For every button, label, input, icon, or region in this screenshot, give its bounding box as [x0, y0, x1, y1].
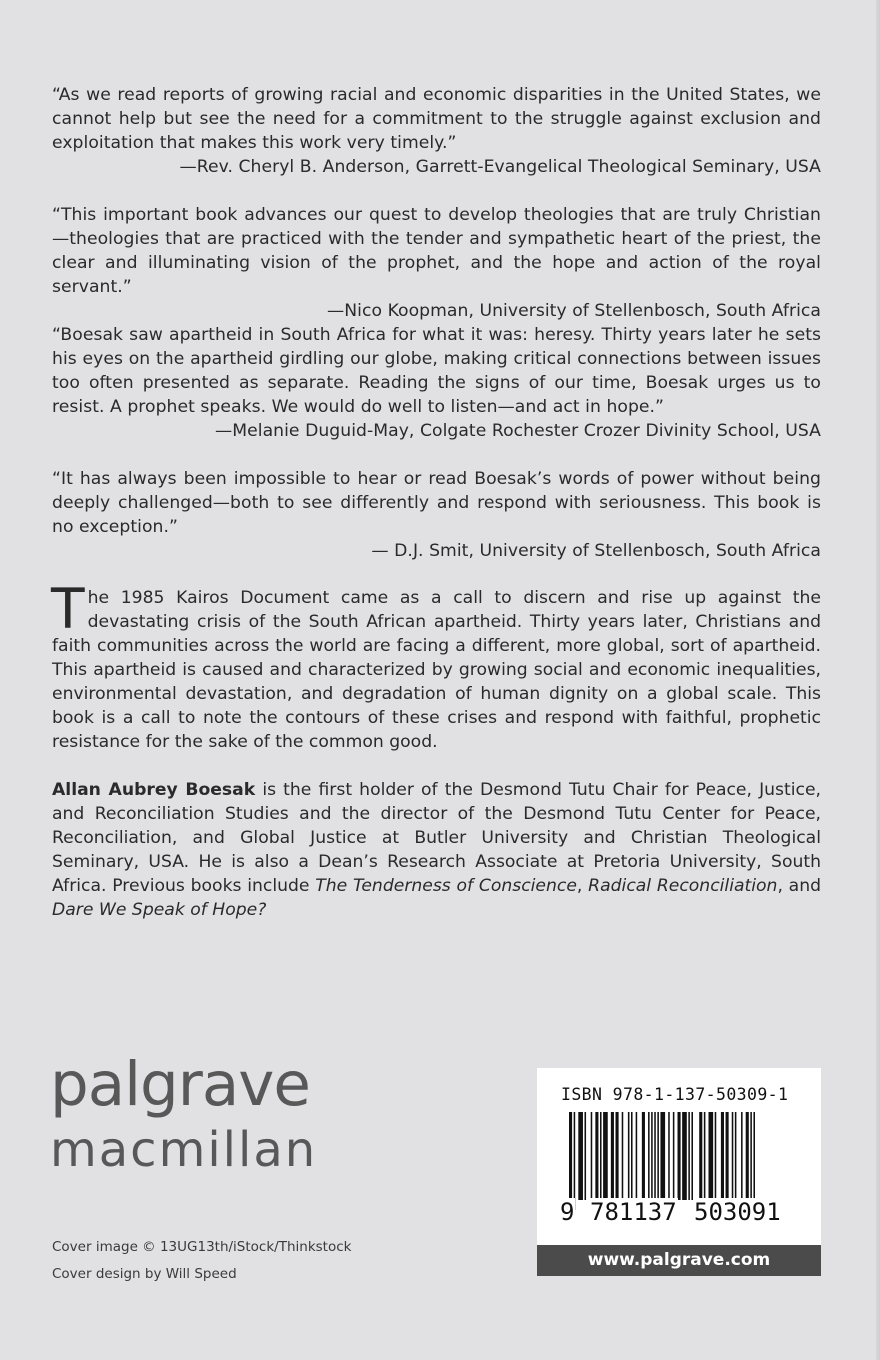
barcode-bar [591, 1112, 593, 1200]
quote-attribution: —Rev. Cheryl B. Anderson, Garrett-Evangelical Theological Seminary, USA [179, 157, 821, 177]
quote-attribution: —Melanie Duguid-May, Colgate Rochester Crozer Divinity School, USA [215, 421, 821, 441]
spine-edge [876, 0, 880, 1360]
quote-text: “This important book advances our quest to develop theologies that are truly Christian—theologies that are practiced with the tender and sympathetic heart of the priest, the clear and illuminating vision of the prophet, and the hope and action of the royal servant.” [52, 205, 821, 297]
quote-text: “Boesak saw apartheid in South Africa for what it was: heresy. Thirty years later he sets his eyes on the apartheid girdling our globe, making critical connections between issues too often presented as separate. Reading the signs of our time, Boesak urges us to resist. A prophet speaks. We would do well to listen—and act in hope.” [52, 325, 821, 417]
barcode-bar [600, 1112, 602, 1200]
barcode-bar [642, 1112, 645, 1200]
barcode-bar [569, 1112, 572, 1210]
barcode-bar [636, 1112, 638, 1200]
barcode-digit-group: 781137 [590, 1198, 677, 1226]
book-title: The Tenderness of Conscience [315, 876, 577, 896]
barcode-bar [611, 1112, 614, 1200]
barcode-bar [732, 1112, 734, 1210]
barcode-bar [753, 1112, 755, 1200]
bio-text: is the first holder of the Desmond Tutu Chair for Peace, Justice, and Reconciliation Studies and the director of the Desmond Tutu Center for Peace, Reconciliation, and Global Justice at Butler University and Christian Theological Seminary, USA. He is also a Dean’s Research Associate at Pretoria University, South Africa. Previous books include [52, 780, 822, 896]
barcode-bar [691, 1112, 693, 1200]
book-title: Dare We Speak of Hope? [52, 900, 267, 920]
barcode-bar [578, 1112, 583, 1200]
barcode-bar [660, 1112, 665, 1200]
barcode-bar [750, 1112, 752, 1200]
barcode-bar [668, 1112, 670, 1200]
isbn-barcode-box [537, 1068, 821, 1245]
barcode-digits [559, 1198, 799, 1228]
logo-palgrave: palgrave [50, 1049, 310, 1120]
endorsement-quote [52, 323, 821, 443]
barcode-bar [688, 1112, 690, 1200]
description-text: he 1985 Kairos Document came as a call to discern and rise up against the devastating crisis of the South African apartheid. Thirty years later, Christians and faith communities across the world are facing a different, more global, sort of apartheid. This apartheid is caused and characterized by growing social and economic inequalities, environmental devastation, and degradation of human dignity on a global scale. This book is a call to note the contours of these crises and respond with faithful, prophetic resistance for the sake of the common good. [52, 588, 821, 752]
separator: , [576, 876, 589, 896]
cover-credits [52, 1234, 351, 1288]
barcode-digit-group: 503091 [694, 1198, 781, 1226]
endorsement-quote [52, 467, 821, 563]
barcode-bar [673, 1112, 675, 1200]
barcode-bar [631, 1112, 633, 1200]
barcode-bar [746, 1112, 749, 1200]
barcode-bar [741, 1112, 743, 1200]
barcode-bar [678, 1112, 681, 1200]
separator: , and [777, 876, 821, 896]
barcode-bar [657, 1112, 659, 1200]
quote-text: “It has always been impossible to hear or read Boesak’s words of power without being deeply challenged—both to see differently and respond with seriousness. This book is no exception.” [52, 469, 821, 537]
cover-design-credit: Cover design by Will Speed [52, 1266, 237, 1282]
barcode-bar [595, 1112, 598, 1200]
barcode-bar [709, 1112, 714, 1200]
barcode-bar [735, 1112, 737, 1200]
barcode-bar [603, 1112, 608, 1200]
barcode-bar [726, 1112, 729, 1210]
book-title: Radical Reconciliation [588, 876, 778, 896]
barcode-bar [574, 1112, 576, 1210]
barcode-bar [715, 1112, 717, 1200]
quote-attribution: — D.J. Smit, University of Stellenbosch, South Africa [371, 541, 821, 561]
barcode-bar [699, 1112, 702, 1200]
endorsement-quote [52, 83, 821, 179]
barcode-bar [704, 1112, 706, 1200]
author-name: Allan Aubrey Boesak [52, 780, 256, 800]
barcode-bar [628, 1112, 630, 1200]
quote-text: “As we read reports of growing racial and economic disparities in the United States, we cannot help but see the need for a commitment to the struggle against exclusion and exploitation that makes this work very timely.” [52, 85, 821, 153]
barcode-bar [648, 1112, 650, 1210]
barcode-bar [721, 1112, 724, 1200]
publisher-logo [50, 1050, 317, 1177]
barcode-bar [622, 1112, 624, 1200]
logo-macmillan: macmillan [50, 1122, 318, 1178]
barcode-bar [651, 1112, 653, 1210]
drop-cap: T [51, 577, 85, 641]
barcode-bar [585, 1112, 587, 1200]
barcode-bar [616, 1112, 619, 1200]
cover-image-credit: Cover image © 13UG13th/iStock/Thinkstock [52, 1239, 352, 1255]
endorsement-quote [52, 203, 821, 323]
barcode-bar [682, 1112, 687, 1200]
quote-attribution: —Nico Koopman, University of Stellenbosch, South Africa [327, 301, 821, 321]
author-bio [52, 778, 821, 922]
barcode-bar [654, 1112, 656, 1210]
book-description [51, 577, 821, 754]
publisher-website: www.palgrave.com [537, 1245, 821, 1276]
barcode-digit-prefix: 9 [560, 1198, 575, 1226]
barcode-image [559, 1112, 799, 1210]
isbn-label: ISBN 978-1-137-50309-1 [561, 1085, 789, 1104]
